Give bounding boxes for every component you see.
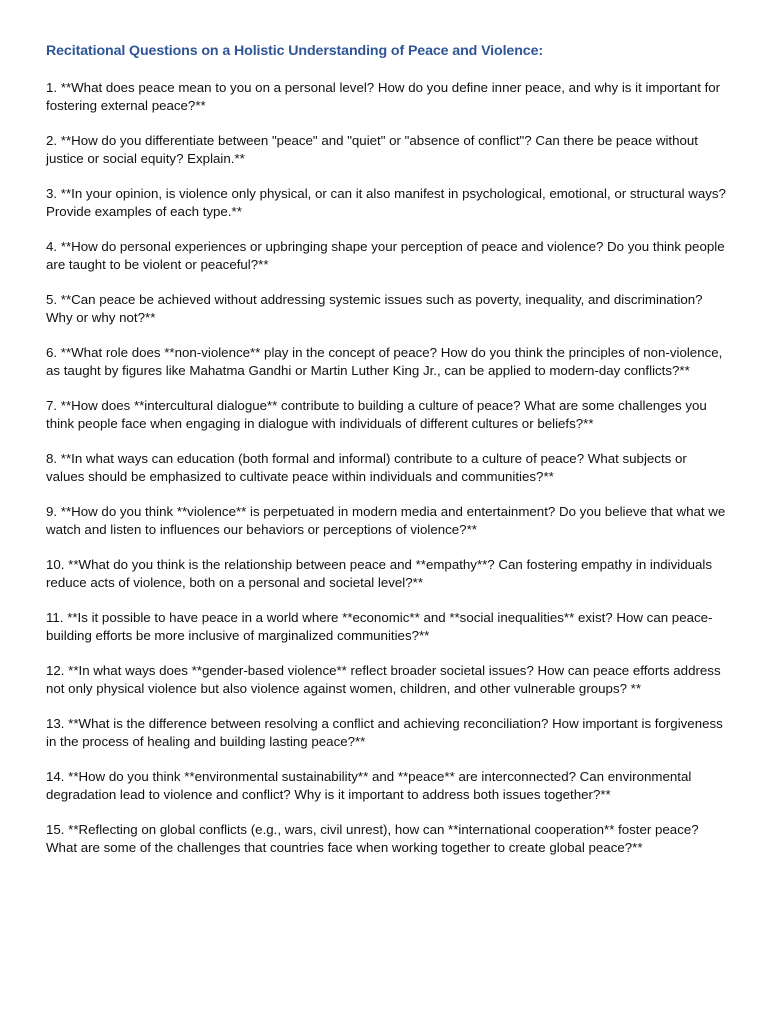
question-4: 4. **How do personal experiences or upbringing shape your perception of peace and violence? Do you think people are taught to be violent or peaceful?** — [46, 239, 725, 272]
question-9: 9. **How do you think **violence** is perpetuated in modern media and entertainment? Do you believe that what we watch and listen to influences our behaviors or perceptions of violence?** — [46, 504, 726, 537]
question-11: 11. **Is it possible to have peace in a world where **economic** and **social inequalities** exist? How can peace-building efforts be more inclusive of marginalized communities?** — [46, 610, 713, 643]
question-6: 6. **What role does **non-violence** play in the concept of peace? How do you think the principles of non-violence, as taught by figures like Mahatma Gandhi or Martin Luther King Jr., can be applied to modern-day conflicts?** — [46, 345, 723, 378]
document-title: Recitational Questions on a Holistic Understanding of Peace and Violence: — [46, 43, 543, 59]
question-5: 5. **Can peace be achieved without addressing systemic issues such as poverty, inequality, and discrimination? Why or why not?** — [46, 292, 703, 325]
question-10: 10. **What do you think is the relationship between peace and **empathy**? Can fostering empathy in individuals reduce acts of violence, both on a personal and societal level?** — [46, 557, 712, 590]
question-8: 8. **In what ways can education (both formal and informal) contribute to a culture of peace? What subjects or values should be emphasized to cultivate peace within individuals and communities?** — [46, 451, 687, 484]
question-14: 14. **How do you think **environmental sustainability** and **peace** are interconnected? Can environmental degradation lead to violence and conflict? Why is it important to address both issues together?** — [46, 769, 692, 802]
document-page — [46, 41, 726, 874]
question-7: 7. **How does **intercultural dialogue** contribute to building a culture of peace? What are some challenges you think people face when engaging in dialogue with individuals of different cultures or beliefs?** — [46, 398, 707, 431]
question-3: 3. **In your opinion, is violence only physical, or can it also manifest in psychological, emotional, or structural ways? Provide examples of each type.** — [46, 186, 726, 219]
question-2: 2. **How do you differentiate between "peace" and "quiet" or "absence of conflict"? Can there be peace without justice or social equity? Explain.** — [46, 133, 698, 166]
question-13: 13. **What is the difference between resolving a conflict and achieving reconciliation? How important is forgiveness in the process of healing and building lasting peace?** — [46, 716, 723, 749]
question-1: 1. **What does peace mean to you on a personal level? How do you define inner peace, and why is it important for fostering external peace?** — [46, 80, 721, 113]
question-15: 15. **Reflecting on global conflicts (e.g., wars, civil unrest), how can **international cooperation** foster peace? What are some of the challenges that countries face when working together to create global peace?** — [46, 822, 699, 855]
question-12: 12. **In what ways does **gender-based violence** reflect broader societal issues? How can peace efforts address not only physical violence but also violence against women, children, and other vulnerable groups? ** — [46, 663, 721, 696]
